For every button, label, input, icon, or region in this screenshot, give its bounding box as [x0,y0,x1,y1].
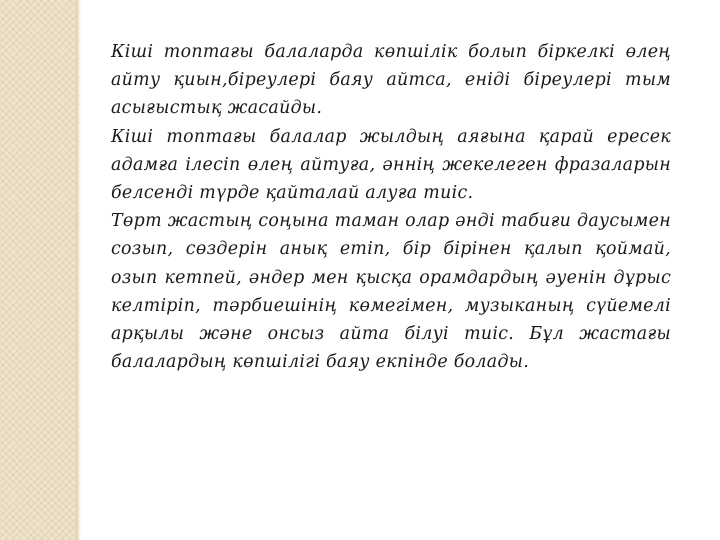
slide-text-block [111,38,671,376]
side-strip-edge [76,0,81,540]
paragraph-2: Кіші топтағы балалар жылдың аяғына қарай ересек адамға ілесіп өлең айтуға, әннің жекелеген фразаларын белсенді түрде қайталай алуға тиіс. [111,126,671,204]
paragraph-1: Кіші топтағы балаларда көпшілік болып біркелкі өлең айту қиын,біреулері баяу айтса, еніді біреулері тым асығыстық жасайды. [111,42,671,119]
decorative-side-strip [0,0,76,540]
paragraph-3: Төрт жастың соңына таман олар әнді табиғи даусымен созып, сөздерін анық етіп, бір бірінен қалып қоймай, озып кетпей, әндер мен қысқа орамдардың әуенін дұрыс келтіріп, тәрбиешінің көмегімен, музыканың сүйемелі арқылы және онсыз айта білуі тиіс. Бұл жастағы балалардың көпшілігі баяу екпінде болады. [111,211,671,373]
